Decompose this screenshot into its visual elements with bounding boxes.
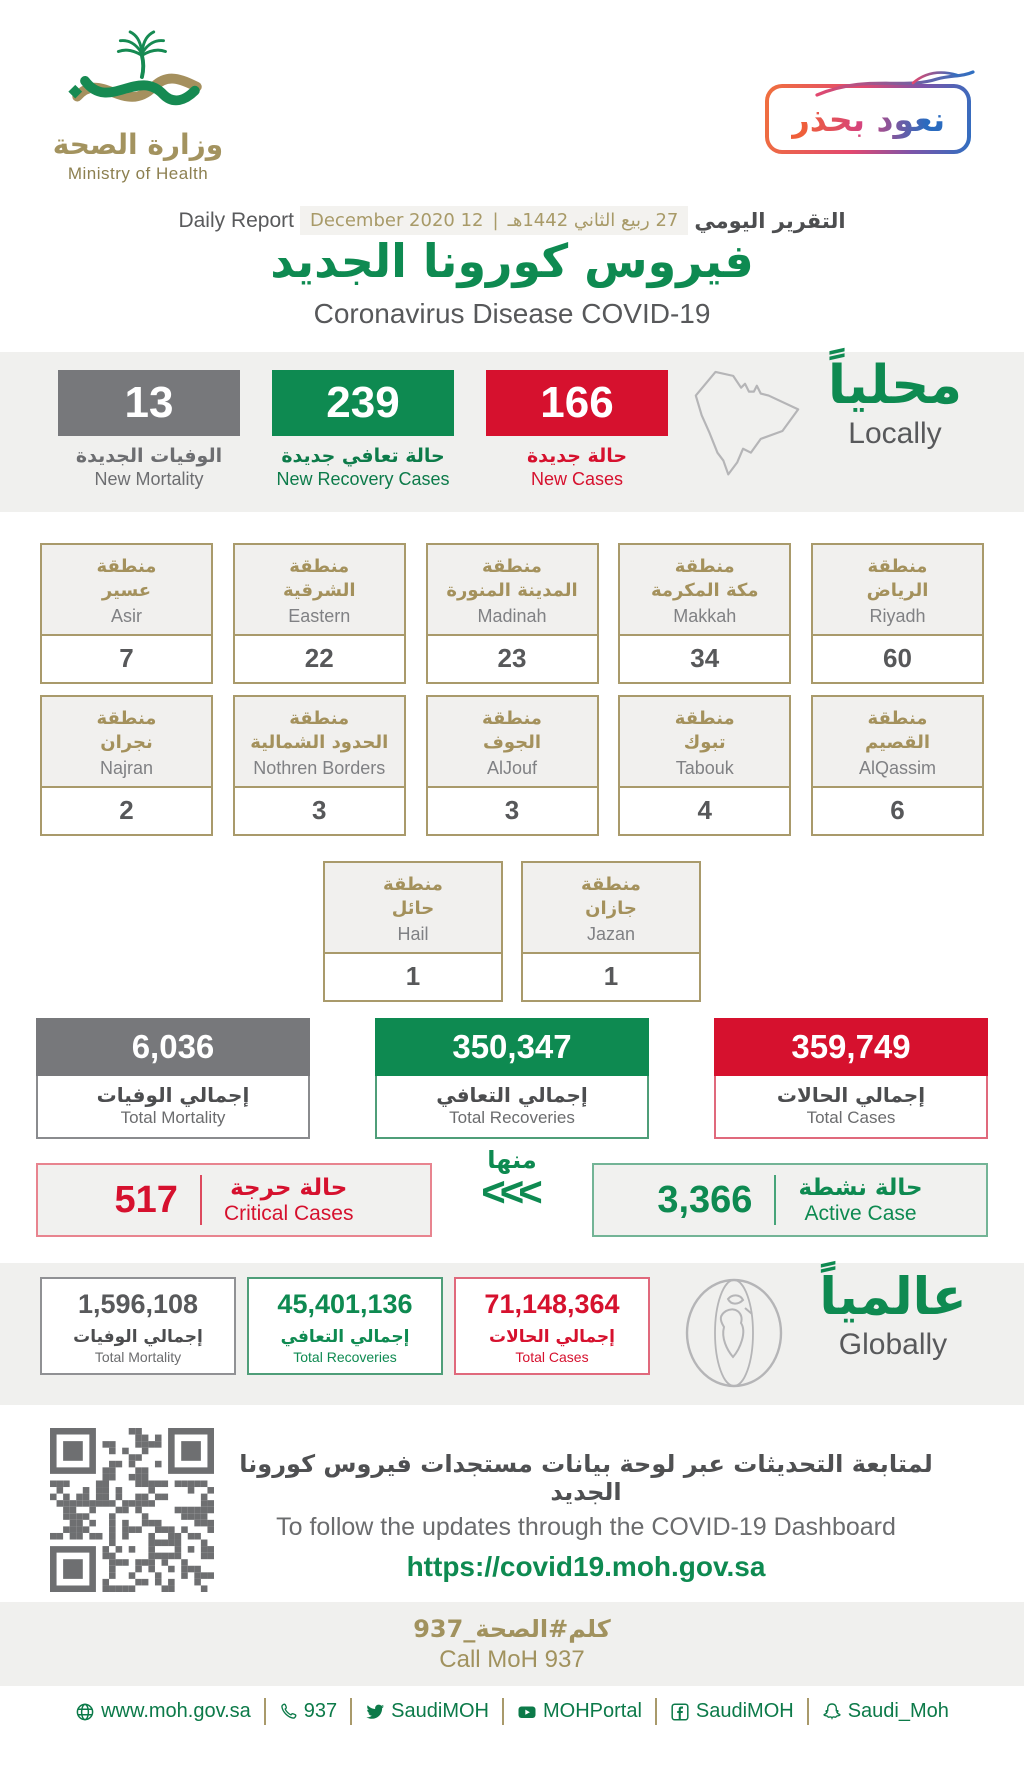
- region-card-asir: [40, 543, 213, 684]
- region-case-count: 23: [428, 634, 597, 682]
- region-prefix: منطقة: [867, 708, 928, 729]
- daily-report-label-ar: التقرير اليومي: [694, 208, 846, 233]
- chevrons-left-icon: <<<: [481, 1168, 537, 1215]
- daily-report-label-en: Daily Report: [178, 208, 294, 232]
- footer-website-link[interactable]: [75, 1700, 251, 1723]
- region-card-najran: [40, 695, 213, 836]
- region-name-ar: الشرقية: [283, 579, 356, 601]
- footer-social-bar: [0, 1698, 1024, 1725]
- facebook-icon: [670, 1702, 690, 1722]
- region-case-count: 1: [325, 952, 501, 1000]
- total-cases-value: 359,749: [714, 1018, 988, 1076]
- global-mortality-box: [40, 1277, 236, 1375]
- globally-label-arabic: عالمياً: [819, 1268, 967, 1327]
- region-name-ar: جازان: [585, 897, 637, 919]
- region-case-count: 60: [813, 634, 982, 682]
- region-prefix: منطقة: [383, 874, 443, 895]
- new-cases-value: 166: [486, 370, 668, 436]
- footer-twitter-link[interactable]: [365, 1700, 489, 1723]
- region-case-count: 1: [523, 952, 699, 1000]
- qr-code: [50, 1428, 214, 1592]
- global-recoveries-label-ar: إجمالي التعافي: [280, 1327, 410, 1347]
- region-name-en: Madinah: [477, 605, 547, 626]
- region-card-makkah: [618, 543, 791, 684]
- moh-logo: [48, 26, 228, 184]
- footer-website-label: www.moh.gov.sa: [101, 1700, 251, 1722]
- footer-twitter-label: SaudiMOH: [391, 1700, 489, 1722]
- global-cases-value: 71,148,364: [484, 1289, 620, 1319]
- global-cases-box: [454, 1277, 650, 1375]
- region-case-count: 3: [235, 786, 404, 834]
- regions-row-1: [40, 543, 984, 684]
- global-recoveries-label-en: Total Recoveries: [293, 1349, 397, 1365]
- total-recoveries-label-en: Total Recoveries: [449, 1108, 575, 1127]
- region-name-ar: مكة المكرمة: [650, 579, 759, 601]
- total-cases-box: [714, 1018, 988, 1139]
- globally-label: [798, 1269, 988, 1362]
- report-title-line: [0, 206, 1024, 235]
- new-cases-label-ar: حالة جديدة: [526, 445, 628, 467]
- main-title-arabic: فيروس كورونا الجديد: [270, 234, 754, 288]
- total-cases-label-en: Total Cases: [806, 1108, 896, 1127]
- region-prefix: منطقة: [581, 874, 641, 895]
- of-which-label: منها: [487, 1146, 537, 1174]
- of-which-indicator: [432, 1146, 592, 1215]
- global-mortality-label-en: Total Mortality: [94, 1349, 182, 1365]
- moh-logo-english: Ministry of Health: [67, 164, 209, 183]
- new-cases-label-en: New Cases: [530, 469, 624, 489]
- region-name-ar: عسير: [101, 579, 152, 601]
- region-case-count: 3: [428, 786, 597, 834]
- report-date-gregorian: 12 December 2020: [310, 210, 484, 231]
- region-name-ar: نجران: [100, 731, 153, 753]
- region-prefix: منطقة: [674, 708, 735, 729]
- new-mortality-label-en: New Mortality: [94, 469, 204, 489]
- new-recovery-stat: [272, 370, 454, 490]
- footer-phone-label: 937: [303, 1700, 338, 1722]
- region-name-en: Najran: [99, 757, 154, 778]
- report-date: [300, 206, 688, 235]
- region-name-en: Hail: [397, 923, 429, 944]
- globe-icon: [682, 1275, 786, 1391]
- region-card-riyadh: [811, 543, 984, 684]
- locally-label-arabic: محلياً: [827, 355, 963, 416]
- regions-row-2: [40, 695, 984, 836]
- badge-swoosh-icon: [815, 68, 975, 98]
- dashboard-text-en: To follow the updates through the COVID-19 Dashboard: [276, 1513, 896, 1541]
- region-card-alqassim: [811, 695, 984, 836]
- locally-label-english: Locally: [848, 416, 942, 450]
- region-card-northern-borders: [233, 695, 406, 836]
- region-name-en: Tabouk: [675, 757, 734, 778]
- total-cases-label-ar: إجمالي الحالات: [776, 1083, 926, 1107]
- region-name-en: Riyadh: [869, 605, 926, 626]
- critical-cases-value: 517: [114, 1178, 178, 1221]
- footer-snapchat-link[interactable]: [822, 1700, 949, 1723]
- region-name-en: AlQassim: [858, 757, 936, 778]
- main-title-english: Coronavirus Disease COVID-19: [313, 298, 711, 329]
- region-card-jazan: [521, 861, 701, 1002]
- region-name-ar: المدينة المنورة: [446, 579, 578, 601]
- new-mortality-value: 13: [58, 370, 240, 436]
- total-mortality-label-en: Total Mortality: [120, 1108, 226, 1127]
- total-mortality-label-ar: إجمالي الوفيات: [96, 1083, 250, 1107]
- footer-phone-link[interactable]: [279, 1700, 337, 1723]
- footer-separator: [264, 1698, 266, 1725]
- region-card-tabouk: [618, 695, 791, 836]
- dashboard-text-ar: لمتابعة التحديثات عبر لوحة بيانات مستجدات فيروس كورونا الجديد: [239, 1450, 933, 1506]
- region-case-count: 4: [620, 786, 789, 834]
- footer-youtube-label: MOHPortal: [542, 1700, 642, 1722]
- region-name-en: Nothren Borders: [253, 757, 386, 778]
- region-card-aljouf: [426, 695, 599, 836]
- divider: [774, 1175, 776, 1225]
- region-prefix: منطقة: [289, 556, 350, 577]
- global-recoveries-box: [247, 1277, 443, 1375]
- region-prefix: منطقة: [96, 556, 157, 577]
- active-cases-box: [592, 1163, 988, 1237]
- call-moh-hashtag-ar: كلم#الصحة_937: [413, 1615, 611, 1643]
- new-recovery-label-en: New Recovery Cases: [276, 469, 450, 489]
- global-mortality-value: 1,596,108: [77, 1289, 199, 1319]
- global-cases-label-en: Total Cases: [515, 1349, 589, 1365]
- totals-row: [36, 1018, 988, 1139]
- region-case-count: 2: [42, 786, 211, 834]
- moh-logo-icon: [59, 26, 217, 126]
- moh-logo-arabic: وزارة الصحة: [52, 128, 224, 161]
- region-case-count: 22: [235, 634, 404, 682]
- twitter-icon: [365, 1702, 385, 1722]
- new-mortality-label-ar: الوفيات الجديدة: [75, 445, 223, 467]
- report-date-hijri: 27 ربيع الثاني 1442هـ: [507, 210, 679, 231]
- dashboard-url-link[interactable]: https://covid19.moh.gov.sa: [406, 1551, 766, 1582]
- active-cases-value: 3,366: [657, 1178, 753, 1221]
- globally-section: [0, 1263, 1024, 1405]
- divider: [200, 1175, 202, 1225]
- total-recoveries-value: 350,347: [375, 1018, 649, 1076]
- snapchat-icon: [822, 1702, 842, 1722]
- footer-separator: [655, 1698, 657, 1725]
- footer-facebook-link[interactable]: [670, 1700, 794, 1723]
- new-mortality-stat: [58, 370, 240, 490]
- region-prefix: منطقة: [289, 708, 350, 729]
- region-prefix: منطقة: [482, 556, 542, 577]
- new-recovery-value: 239: [272, 370, 454, 436]
- active-cases-label-en: Active Case: [804, 1201, 917, 1225]
- saudi-arabia-map-icon: [682, 358, 810, 506]
- call-moh-section: [0, 1602, 1024, 1686]
- call-moh-label-en: Call MoH 937: [439, 1646, 585, 1673]
- region-name-en: Makkah: [673, 605, 737, 626]
- region-prefix: منطقة: [674, 556, 735, 577]
- footer-facebook-label: SaudiMOH: [695, 1700, 794, 1722]
- region-card-eastern: [233, 543, 406, 684]
- total-recoveries-box: [375, 1018, 649, 1139]
- region-name-ar: القصيم: [864, 731, 931, 753]
- footer-separator: [807, 1698, 809, 1725]
- region-name-ar: حائل: [391, 897, 435, 919]
- new-cases-stat: [486, 370, 668, 490]
- total-recoveries-label-ar: إجمالي التعافي: [436, 1083, 588, 1107]
- region-case-count: 7: [42, 634, 211, 682]
- region-prefix: منطقة: [482, 708, 542, 729]
- return-with-caution-badge: [765, 84, 971, 154]
- global-cases-label-ar: إجمالي الحالات: [489, 1327, 615, 1347]
- region-name-ar: تبوك: [683, 731, 726, 753]
- region-case-count: 34: [620, 634, 789, 682]
- phone-icon: [279, 1702, 298, 1721]
- region-name-en: Eastern: [288, 605, 351, 626]
- report-date-separator: |: [492, 210, 499, 231]
- globally-label-english: Globally: [838, 1327, 948, 1361]
- critical-cases-label-en: Critical Cases: [223, 1201, 354, 1225]
- region-name-ar: الرياض: [866, 579, 929, 601]
- locally-section: [0, 352, 1024, 512]
- critical-cases-box: [36, 1163, 432, 1237]
- badge-label: نعود بحذر: [790, 99, 946, 139]
- locally-label: [806, 356, 984, 451]
- youtube-icon: [517, 1702, 537, 1722]
- globe-icon: [75, 1702, 95, 1722]
- region-card-madinah: [426, 543, 599, 684]
- regions-row-3: [0, 861, 1024, 1002]
- footer-separator: [350, 1698, 352, 1725]
- global-recoveries-value: 45,401,136: [277, 1289, 413, 1319]
- total-mortality-box: [36, 1018, 310, 1139]
- dashboard-info: [228, 1450, 944, 1583]
- region-name-ar: الجوف: [482, 731, 542, 753]
- critical-cases-label-ar: حالة حرجة: [230, 1174, 348, 1201]
- region-prefix: منطقة: [96, 708, 157, 729]
- new-recovery-label-ar: حالة تعافي جديدة: [281, 445, 445, 467]
- total-mortality-value: 6,036: [36, 1018, 310, 1076]
- region-card-hail: [323, 861, 503, 1002]
- region-name-en: Asir: [111, 605, 142, 626]
- region-prefix: منطقة: [867, 556, 928, 577]
- footer-separator: [502, 1698, 504, 1725]
- active-cases-label-ar: حالة نشطة: [798, 1174, 923, 1201]
- footer-youtube-link[interactable]: [517, 1700, 642, 1723]
- footer-snapchat-label: Saudi_Moh: [847, 1700, 949, 1722]
- region-name-en: Jazan: [586, 923, 636, 944]
- region-name-en: AlJouf: [486, 757, 538, 778]
- region-case-count: 6: [813, 786, 982, 834]
- region-name-ar: الحدود الشمالية: [250, 731, 389, 753]
- global-mortality-label-ar: إجمالي الوفيات: [73, 1327, 203, 1347]
